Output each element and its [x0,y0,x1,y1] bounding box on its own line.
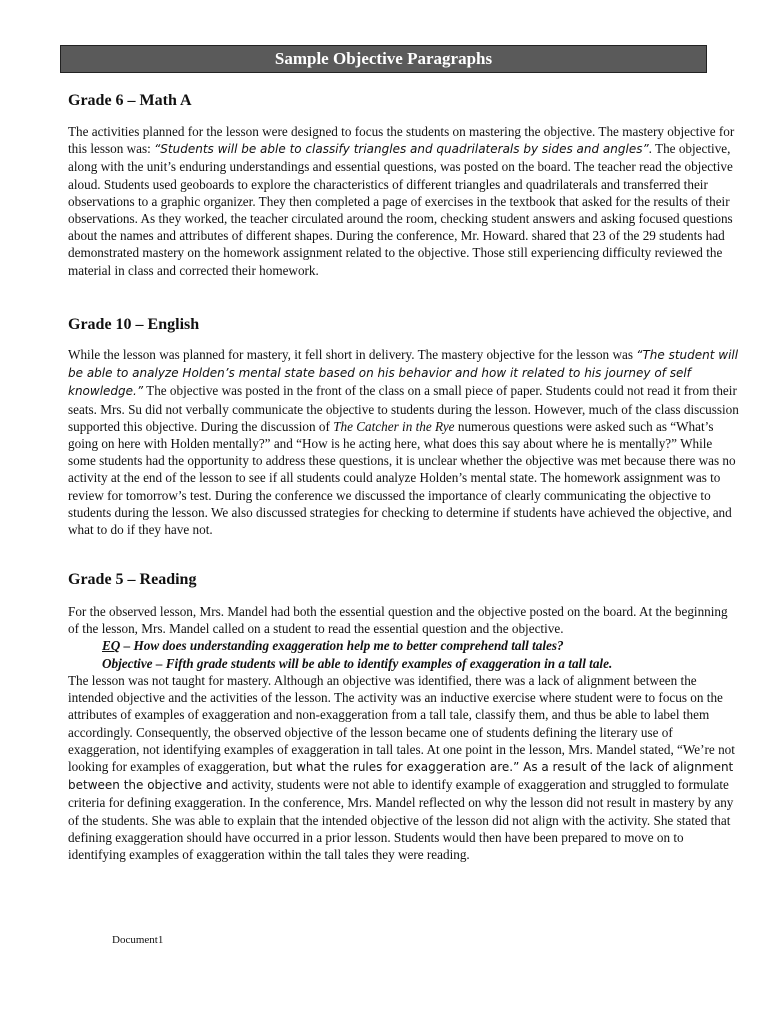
paragraph-text: The objective was posted in the front of the class on a small piece of paper. Students could not read it from their seats. Mrs. Su did not verbally communicate the objective to students during the lesson. However, much of the class discussion supported this objective. During the discussion of [68,383,739,434]
document-footer: Document1 [112,934,164,946]
paragraph-text: activity, students were not able to identify example of exaggeration and struggled to formulate criteria for defining exaggeration. In the conference, Mrs. Mandel reflected on why the lesson did not result in mastery by any of the students. She was able to explain that the intended objective of the lesson did not align with the activity. She stated that defining exaggeration should have occurred in a prior lesson. Students would then have been prepared to move on to identifying examples of exaggeration within the tall tales they were reading. [68,777,734,863]
page-title: Sample Objective Paragraphs [60,45,707,73]
paragraph-grade5-body [68,672,740,863]
paragraph-grade10 [68,346,740,538]
paragraph-grade5-intro: For the observed lesson, Mrs. Mandel had both the essential question and the objective posted on the board. At the beginning of the lesson, Mrs. Mandel called on a student to read the essential question and the objective. [68,604,728,637]
lesson-objective: Objective – Fifth grade students will be able to identify examples of exaggeration in a tall tale. [102,656,613,671]
paragraph-text: The activities planned for the lesson were designed to focus the students on mastering the objective. The mastery objective for this lesson was: [68,124,735,157]
paragraph-text: While the lesson was planned for mastery, it fell short in delivery. The mastery objective for the lesson was [68,347,637,362]
eq-text: – How does understanding exaggeration help me to better comprehend tall tales? [120,638,564,653]
objective-quote: “The student will be able to analyze Holden’s mental state based on his behavior and how it related to his journey of self knowledge.” [68,348,739,399]
section-heading-grade6: Grade 6 – Math A [68,92,192,109]
paragraph-grade6 [68,123,740,279]
teacher-quote: but what the rules for exaggeration are.” As a result of the lack of alignment between the objective and [68,760,734,793]
paragraph-text: The lesson was not taught for mastery. Although an objective was identified, there was a lack of alignment between the intended objective and the activities of the lesson. The activity was an inductive exercise where student were to focus on the attributes of examples of exaggeration and non-exaggeration from a tall tale, classify them, and thus be able to label them accordingly. Consequently, the observed objective of the lesson became one of students defining the literary use of exaggeration, not identifying examples of exaggeration in tall tales. At one point in the lesson, Mrs. Mandel stated, “We’re not looking for examples of exaggeration, [68,673,735,775]
book-title: The Catcher in the Rye [333,418,455,434]
essential-question [102,637,742,654]
paragraph-text: numerous questions were asked such as “What’s going on here with Holden mentally?” and “How is he acting here, what does this say about where he is mentally?” While some students had the opportunity to address these questions, it is unclear whether the objective was met because there was no activity at the end of the lesson to see if all students could analyze Holden’s mental state. The homework assignment was to review for tomorrow’s test. During the conference we discussed the importance of clearly communicating the objective to students during the lesson. We also discussed strategies for checking to determine if students have achieved the objective, and what to do if they have not. [68,418,736,538]
section-heading-grade5: Grade 5 – Reading [68,571,197,588]
objective-quote: “Students will be able to classify triangles and quadrilaterals by sides and angles” [154,142,649,157]
section-heading-grade10: Grade 10 – English [68,316,200,333]
paragraph-text: . The objective, along with the unit’s enduring understandings and essential questions, was posted on the board. The teacher read the objective aloud. Students used geoboards to explore the characteristics of different triangles and quadrilaterals and transferred their observations to a graphic organizer. They then completed a page of exercises in the textbook that asked for the results of their observations. As they worked, the teacher circulated around the room, checking student answers and asking focused questions about the names and attributes of different shapes. During the conference, Mr. Howard. shared that 23 of the 29 students had demonstrated mastery on the homework assignment related to the objective. Those still experiencing difficulty reviewed the material in class and corrected their homework. [68,141,733,278]
eq-label: EQ [102,638,121,653]
